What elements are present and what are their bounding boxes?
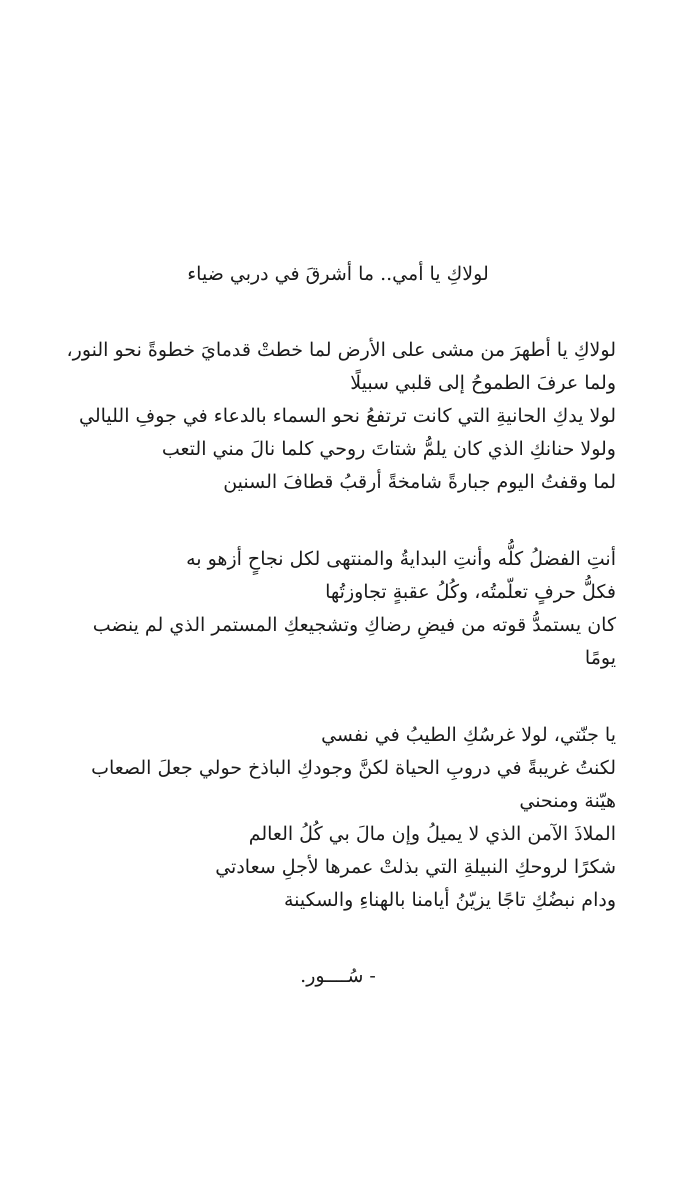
poem-line: لما وقفتُ اليوم جبارةً شامخةً أرقبُ قطافَ السنين [223,471,616,493]
poem-line: ولولا حنانكِ الذي كان يلمُّ شتاتَ روحي كلما نالَ مني التعب [161,438,616,460]
stanza-1 [60,334,616,499]
poem-line: الملاذَ الآمن الذي لا يميلُ وإن مالَ بي كُلُ العالم [248,823,616,845]
poem-line: شكرًا لروحكِ النبيلةِ التي بذلتْ عمرها لأجلِ سعادتي [215,856,616,878]
poem-line: لولاكِ يا أطهرَ من مشى على الأرض لما خطتْ قدمايَ خطوةً نحو النور، ولما عرفَ الطموحُ إلى قلبي سبيلًا [66,339,616,394]
poem-title: لولاكِ يا أمي.. ما أشرقَ في دربي ضياء [187,263,489,285]
stanza-2 [60,543,616,675]
poem-line: يا جنّتي، لولا غرسُكِ الطيبُ في نفسي [321,724,616,746]
poem-line: ودام نبضُكِ تاجًا يزيّنُ أيامنا بالهناءِ والسكينة [283,889,616,911]
poem-line: لكنتُ غريبةً في دروبِ الحياة لكنَّ وجودكِ الباذخ حولي جعلَ الصعاب هيّنة ومنحني [91,757,616,812]
poem-line: فكلُّ حرفٍ تعلّمتُه، وكُلُ عقبةٍ تجاوزتُها [325,581,616,603]
poem-body [60,262,616,991]
poem-line: كان يستمدُّ قوته من فيضِ رضاكِ وتشجيعكِ المستمر الذي لم ينضب يومًا [92,614,616,669]
stanza-3 [60,719,616,917]
signature: - سُــــور. [300,965,376,987]
poem-line: لولا يدكِ الحانيةِ التي كانت ترتفعُ نحو السماء بالدعاء في جوفِ الليالي [78,405,616,427]
poem-line: أنتِ الفضلُ كلُّه وأنتِ البدايةُ والمنتهى لكل نجاحٍ أزهو به [186,548,616,570]
